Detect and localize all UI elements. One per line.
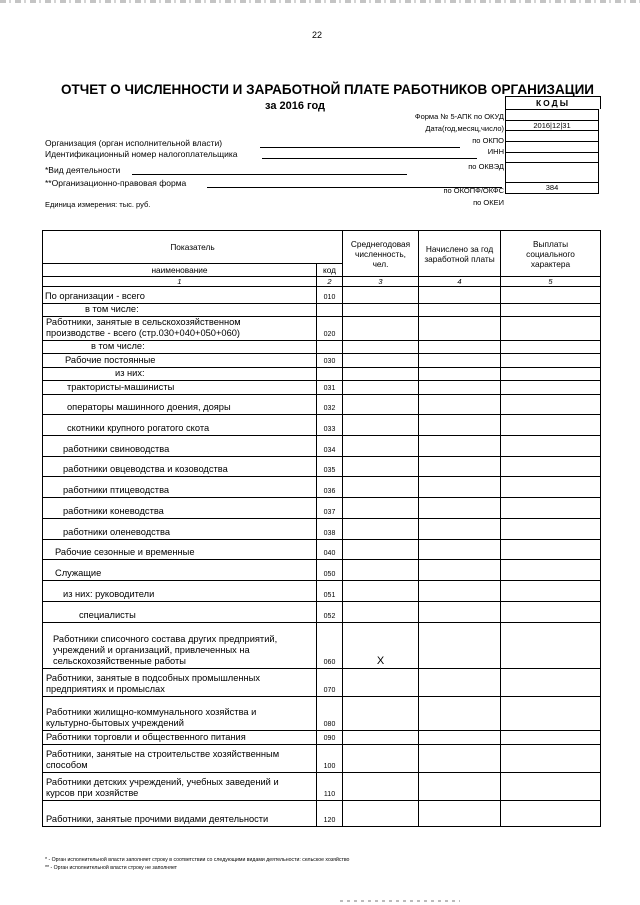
- organization-field[interactable]: [260, 147, 460, 148]
- cell-count[interactable]: [343, 745, 419, 773]
- inn-field-label: Идентификационный номер налогоплательщика: [45, 149, 238, 159]
- cell-accrued[interactable]: [419, 477, 501, 498]
- report-period: за 2016 год: [265, 100, 326, 112]
- cell-social[interactable]: [501, 354, 601, 368]
- row-name: [43, 697, 317, 731]
- cell-accrued[interactable]: [419, 381, 501, 395]
- row-name-line: сельскохозяйственные работы: [53, 656, 186, 666]
- report-title: ОТЧЕТ О ЧИСЛЕННОСТИ И ЗАРАБОТНОЙ ПЛАТЕ РАБОТНИКОВ ОРГАНИЗАЦИИ: [60, 82, 594, 97]
- row-name: [43, 540, 317, 560]
- okud-code-cell[interactable]: [505, 109, 599, 121]
- col-number: 5: [501, 277, 601, 287]
- row-name: [43, 304, 317, 317]
- date-code-cell[interactable]: 2016|12|31: [505, 121, 599, 132]
- table-row: [43, 731, 601, 745]
- row-name-line: Работники детских учреждений, учебных заведений и: [46, 777, 279, 787]
- row-code: 052: [317, 602, 343, 623]
- row-name: [43, 602, 317, 623]
- cell-count[interactable]: [343, 669, 419, 697]
- cell-count[interactable]: [343, 540, 419, 560]
- cell-accrued[interactable]: [419, 354, 501, 368]
- cell-accrued[interactable]: [419, 519, 501, 540]
- inn-label: ИНН: [487, 147, 504, 156]
- row-name-line: Рабочие сезонные и временные: [55, 547, 195, 557]
- cell-count[interactable]: [343, 498, 419, 519]
- table-row: [43, 519, 601, 540]
- row-name: [43, 395, 317, 415]
- row-code: [317, 341, 343, 354]
- table-row: [43, 498, 601, 519]
- row-name: [43, 669, 317, 697]
- table-row: [43, 354, 601, 368]
- cell-accrued[interactable]: [419, 697, 501, 731]
- cell-count[interactable]: [343, 773, 419, 801]
- okei-code-cell[interactable]: 384: [505, 183, 599, 194]
- cell-accrued[interactable]: [419, 540, 501, 560]
- row-name: [43, 519, 317, 540]
- table-row: [43, 560, 601, 581]
- okved-label: по ОКВЭД: [468, 162, 504, 171]
- table-row: [43, 745, 601, 773]
- cell-social[interactable]: [501, 519, 601, 540]
- row-name: [43, 381, 317, 395]
- row-name: [43, 801, 317, 827]
- row-code: 038: [317, 519, 343, 540]
- cell-accrued[interactable]: [419, 745, 501, 773]
- row-code: 050: [317, 560, 343, 581]
- scan-edge-bottom: [340, 900, 460, 902]
- row-name-line: Работники, занятые в сельскохозяйственном: [46, 317, 241, 327]
- cell-accrued[interactable]: [419, 731, 501, 745]
- cell-social[interactable]: [501, 801, 601, 827]
- header-name: наименование: [43, 264, 317, 277]
- cell-social[interactable]: [501, 540, 601, 560]
- row-name-line: Работники, занятые в подсобных промышленных: [46, 673, 261, 683]
- inn-code-cell[interactable]: [505, 142, 599, 153]
- cell-count[interactable]: [343, 317, 419, 341]
- cell-count[interactable]: [343, 341, 419, 354]
- cell-social[interactable]: [501, 498, 601, 519]
- row-name-line: Работники, занятые прочими видами деятельности: [46, 814, 269, 824]
- organization-label: Организация (орган исполнительной власти): [45, 138, 223, 148]
- row-name-line: работники овцеводства и козоводства: [63, 464, 228, 474]
- table-row: [43, 457, 601, 477]
- row-code: 090: [317, 731, 343, 745]
- table-row: [43, 623, 601, 669]
- cell-count[interactable]: [343, 457, 419, 477]
- activity-label: *Вид деятельности: [45, 165, 121, 175]
- row-code: 110: [317, 773, 343, 801]
- okpo-label: по ОКПО: [472, 136, 504, 145]
- table-row: [43, 395, 601, 415]
- cell-accrued[interactable]: [419, 395, 501, 415]
- row-name-line: работники коневодства: [63, 506, 164, 516]
- row-name-line: из них: руководители: [63, 589, 155, 599]
- table-row: [43, 304, 601, 317]
- row-name-line: Работники списочного состава других предприятий,: [53, 634, 278, 644]
- cell-social[interactable]: [501, 669, 601, 697]
- cell-accrued[interactable]: [419, 436, 501, 457]
- table-row: [43, 368, 601, 381]
- main-table: [42, 230, 601, 827]
- table-row: [43, 602, 601, 623]
- row-code: 033: [317, 415, 343, 436]
- header-social: Выплаты социального характера: [501, 231, 601, 277]
- cell-accrued[interactable]: [419, 341, 501, 354]
- row-code: 100: [317, 745, 343, 773]
- row-name: [43, 341, 317, 354]
- legal-form-label: **Организационно-правовая форма: [45, 178, 187, 188]
- cell-social[interactable]: [501, 415, 601, 436]
- row-name-line: Работники торговли и общественного питания: [46, 732, 246, 742]
- cell-social[interactable]: [501, 773, 601, 801]
- cell-social[interactable]: [501, 436, 601, 457]
- codes-header: КОДЫ: [505, 96, 601, 109]
- cell-accrued[interactable]: [419, 317, 501, 341]
- col-number: 2: [317, 277, 343, 287]
- cell-social[interactable]: [501, 745, 601, 773]
- cell-social[interactable]: [501, 457, 601, 477]
- row-code: 060: [317, 623, 343, 669]
- table-row: [43, 540, 601, 560]
- codes-column: [505, 109, 599, 194]
- row-code: 080: [317, 697, 343, 731]
- header-code: код: [317, 264, 343, 277]
- cell-accrued[interactable]: [419, 623, 501, 669]
- scan-edge-top: [0, 0, 640, 3]
- row-name: [43, 745, 317, 773]
- cell-social[interactable]: [501, 623, 601, 669]
- cell-count[interactable]: [343, 381, 419, 395]
- cell-social[interactable]: [501, 731, 601, 745]
- row-name: [43, 477, 317, 498]
- row-name: [43, 457, 317, 477]
- cell-count[interactable]: [343, 560, 419, 581]
- row-name-line: операторы машинного доения, дояры: [67, 402, 231, 412]
- okei-label: по ОКЕИ: [473, 198, 504, 207]
- row-code: 031: [317, 381, 343, 395]
- cell-count[interactable]: [343, 519, 419, 540]
- row-name: [43, 317, 317, 341]
- row-name: [43, 354, 317, 368]
- row-name-line: учреждений и организаций, привлеченных на: [53, 645, 250, 655]
- cell-social[interactable]: [501, 560, 601, 581]
- row-name-line: работники птицеводства: [63, 485, 170, 495]
- cell-social[interactable]: [501, 395, 601, 415]
- row-name-line: работники оленеводства: [63, 527, 171, 537]
- col-number: 1: [43, 277, 317, 287]
- cell-social[interactable]: [501, 477, 601, 498]
- cell-accrued[interactable]: [419, 560, 501, 581]
- row-name: [43, 415, 317, 436]
- cell-count[interactable]: [343, 477, 419, 498]
- table-row: [43, 477, 601, 498]
- row-name-line: способом: [46, 760, 88, 770]
- inn-field[interactable]: [262, 158, 477, 159]
- cell-count[interactable]: [343, 368, 419, 381]
- row-code: 010: [317, 287, 343, 304]
- row-name-line: предприятиях и промыслах: [46, 684, 165, 694]
- unit-label: Единица измерения: тыс. руб.: [45, 200, 151, 209]
- row-name-line: в том числе:: [91, 341, 145, 351]
- row-name-line: из них:: [115, 368, 145, 378]
- row-name: [43, 773, 317, 801]
- table-row: [43, 773, 601, 801]
- row-name: [43, 436, 317, 457]
- cell-accrued[interactable]: [419, 602, 501, 623]
- cell-count[interactable]: [343, 436, 419, 457]
- okopf-code-cell[interactable]: [505, 163, 599, 183]
- table-row: [43, 581, 601, 602]
- cell-accrued[interactable]: [419, 368, 501, 381]
- okpo-code-cell[interactable]: [505, 131, 599, 142]
- row-name-line: Работники, занятые на строительстве хозяйственным: [46, 749, 280, 759]
- row-name-line: культурно-бытовых учреждений: [46, 718, 184, 728]
- cell-social[interactable]: [501, 287, 601, 304]
- cell-accrued[interactable]: [419, 415, 501, 436]
- cell-count[interactable]: [343, 697, 419, 731]
- header-avg-count: Среднегодовая численность, чел.: [343, 231, 419, 277]
- row-name-line: Служащие: [55, 568, 102, 578]
- row-name: [43, 368, 317, 381]
- okud-label: Форма № 5-АПК по ОКУД: [414, 112, 504, 121]
- page-number: 22: [312, 30, 323, 40]
- row-name: [43, 731, 317, 745]
- row-name: [43, 560, 317, 581]
- row-name: [43, 498, 317, 519]
- cell-social[interactable]: [501, 368, 601, 381]
- cell-count[interactable]: [343, 602, 419, 623]
- row-code: 037: [317, 498, 343, 519]
- table-row: [43, 415, 601, 436]
- cell-accrued[interactable]: [419, 498, 501, 519]
- activity-field[interactable]: [132, 174, 407, 175]
- row-name-line: работники свиноводства: [63, 444, 170, 454]
- row-name-line: специалисты: [79, 610, 136, 620]
- row-code: 032: [317, 395, 343, 415]
- footnote-1: * - Орган исполнительной власти заполняет строку в соответствии со следующими видами деятельности: сельское хозяйство: [45, 857, 350, 863]
- cell-accrued[interactable]: [419, 287, 501, 304]
- okopf-label: по ОКОПФ/ОКФС: [443, 186, 504, 195]
- row-name-line: Рабочие постоянные: [65, 355, 156, 365]
- row-code: 030: [317, 354, 343, 368]
- cell-accrued[interactable]: [419, 581, 501, 602]
- row-code: 036: [317, 477, 343, 498]
- row-code: [317, 368, 343, 381]
- row-name-line: скотники крупного рогатого скота: [67, 423, 210, 433]
- cell-accrued[interactable]: [419, 801, 501, 827]
- table-row: [43, 381, 601, 395]
- row-name-line: курсов при хозяйстве: [46, 788, 139, 798]
- row-code: [317, 304, 343, 317]
- row-code: 120: [317, 801, 343, 827]
- cell-accrued[interactable]: [419, 773, 501, 801]
- row-code: 020: [317, 317, 343, 341]
- table-row: [43, 697, 601, 731]
- row-name-line: производстве - всего (стр.030+040+050+060): [46, 328, 241, 338]
- legal-form-field[interactable]: [207, 187, 502, 188]
- cell-accrued[interactable]: [419, 457, 501, 477]
- cell-count[interactable]: [343, 354, 419, 368]
- col-number: 4: [419, 277, 501, 287]
- footnote-2: ** - Орган исполнительной власти строку не заполняет: [45, 865, 178, 871]
- cell-count[interactable]: [343, 731, 419, 745]
- cell-social[interactable]: [501, 341, 601, 354]
- cell-accrued[interactable]: [419, 304, 501, 317]
- row-code: 070: [317, 669, 343, 697]
- cell-count[interactable]: [343, 415, 419, 436]
- row-code: 051: [317, 581, 343, 602]
- table-row: [43, 669, 601, 697]
- table-row: [43, 341, 601, 354]
- table-row: [43, 801, 601, 827]
- table-row: [43, 436, 601, 457]
- cell-social[interactable]: [501, 381, 601, 395]
- cell-social[interactable]: [501, 581, 601, 602]
- row-name: [43, 623, 317, 669]
- header-accrued: Начислено за год заработной платы: [419, 231, 501, 277]
- cell-social[interactable]: [501, 317, 601, 341]
- row-code: 035: [317, 457, 343, 477]
- row-name: [43, 581, 317, 602]
- cell-social[interactable]: [501, 697, 601, 731]
- row-name-line: Работники жилищно-коммунального хозяйства и: [46, 707, 257, 717]
- col-number: 3: [343, 277, 419, 287]
- row-code: 034: [317, 436, 343, 457]
- cell-social[interactable]: [501, 304, 601, 317]
- row-name-line: трактористы-машинисты: [67, 382, 175, 392]
- row-name-line: в том числе:: [85, 304, 139, 314]
- cell-social[interactable]: [501, 602, 601, 623]
- cell-count[interactable]: [343, 287, 419, 304]
- row-name: [43, 287, 317, 304]
- header-indicator: Показатель: [43, 231, 343, 264]
- cell-count[interactable]: [343, 801, 419, 827]
- row-name-line: По организации - всего: [45, 291, 145, 301]
- okved-code-cell[interactable]: [505, 153, 599, 164]
- row-code: 040: [317, 540, 343, 560]
- table-row: [43, 317, 601, 341]
- table-row: [43, 287, 601, 304]
- date-label: Дата(год,месяц,число): [425, 124, 504, 133]
- cell-count[interactable]: [343, 304, 419, 317]
- cell-count[interactable]: [343, 395, 419, 415]
- cell-accrued[interactable]: [419, 669, 501, 697]
- cell-count[interactable]: [343, 581, 419, 602]
- cell-count[interactable]: Х: [343, 623, 419, 669]
